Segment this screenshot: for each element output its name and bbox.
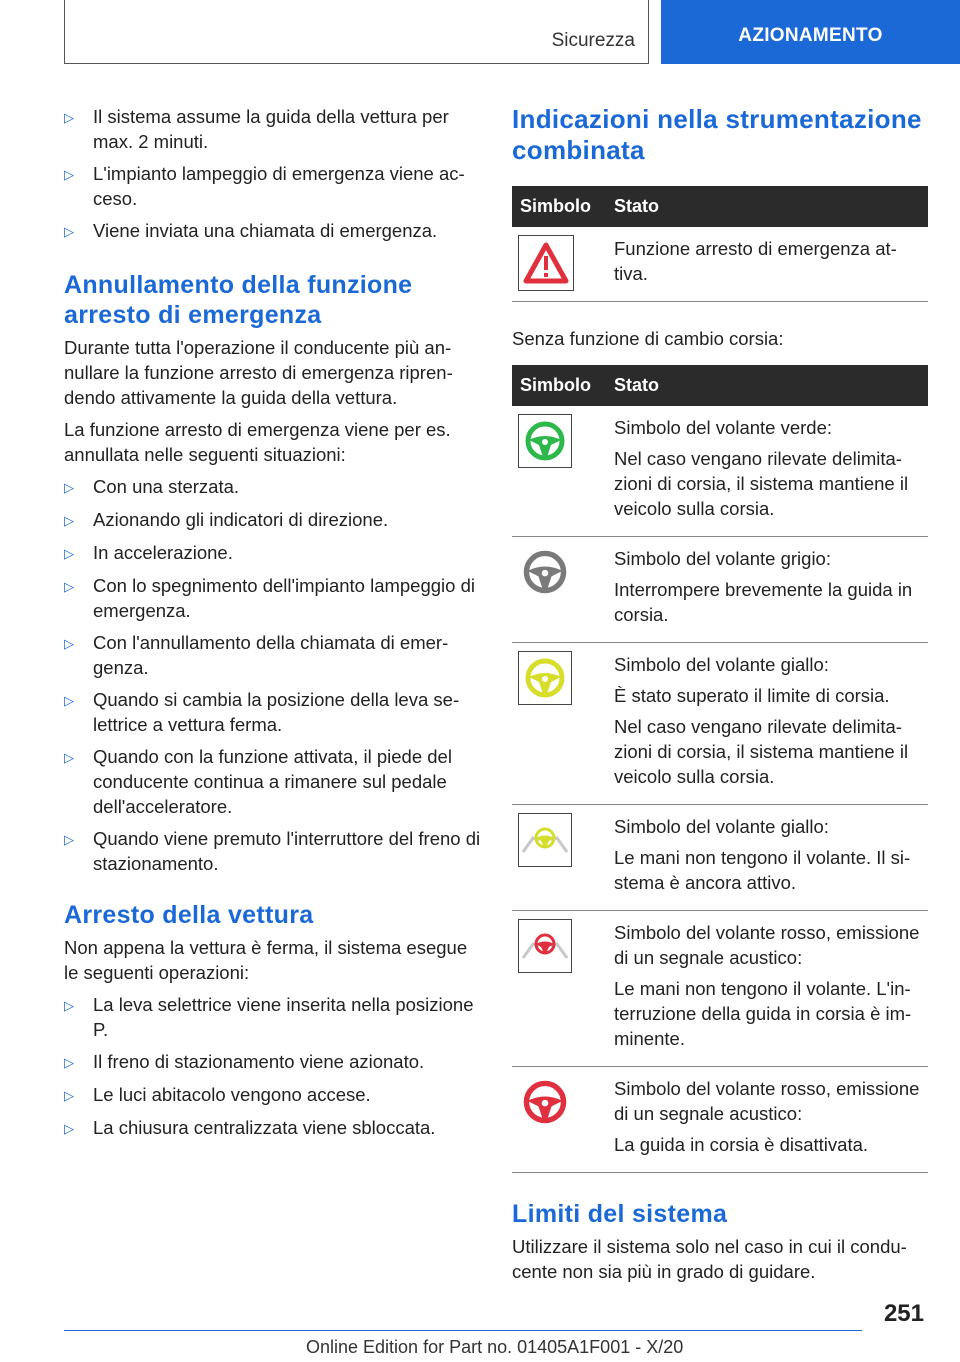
list-item: ▷ Quando viene premuto l'interruttore del freno di stazionamento. <box>64 828 481 874</box>
page-number: 251 <box>883 1300 924 1327</box>
table-row <box>512 1067 928 1173</box>
state-text: Simbolo del volante giallo: <box>614 816 829 837</box>
triangle-bullet-icon: ▷ <box>64 1055 74 1070</box>
triangle-bullet-icon: ▷ <box>64 636 74 651</box>
list-item: ▷ Viene inviata una chiamata di emergenza. <box>64 218 484 244</box>
list-item: ▷ In accelerazione. <box>64 540 484 566</box>
section-heading-cancel: Annullamento della funzione arresto di emergenza <box>64 271 413 329</box>
paragraph: Durante tutta l'operazione il conducente più annullare la funzione arresto di emergenza riprendendo attivamente la guida della vettura. <box>64 337 453 408</box>
list-item: ▷ Con l'annullamento della chiamata di emergenza. <box>64 632 449 678</box>
left-column <box>64 104 484 1148</box>
list-item: ▷ Con lo spegnimento dell'impianto lampeggio di emergenza. <box>64 575 475 621</box>
column-header-symbol: Simbolo <box>512 186 606 227</box>
triangle-bullet-icon: ▷ <box>64 224 74 239</box>
warning-triangle-icon <box>518 235 574 291</box>
paragraph: La funzione arresto di emergenza viene per es. annullata nelle seguenti situazioni: <box>64 419 451 465</box>
triangle-bullet-icon: ▷ <box>64 998 74 1013</box>
state-text: Simbolo del volante grigio: <box>614 548 831 569</box>
column-header-symbol: Simbolo <box>512 365 606 406</box>
state-text: Funzione arresto di emergenza attiva. <box>614 238 897 284</box>
right-column <box>512 104 928 1291</box>
steering-wheel-yellow-icon <box>518 651 572 705</box>
steering-wheel-grey-icon <box>518 545 572 599</box>
triangle-bullet-icon: ▷ <box>64 513 74 528</box>
steering-wheel-red-icon <box>518 1075 572 1129</box>
list-item: ▷ Quando si cambia la posizione della leva selettrice a vettura ferma. <box>64 689 460 735</box>
column-header-state: Stato <box>606 365 928 406</box>
state-text: La guida in corsia è disattivata. <box>614 1134 869 1155</box>
state-text: Nel caso vengano rilevate delimitazioni di corsia, il sistema mantiene il veicolo sulla corsia. <box>614 716 909 787</box>
table-row <box>512 537 928 643</box>
table-row <box>512 643 928 805</box>
steering-wheel-green-icon <box>518 414 572 468</box>
list-item: ▷ Azionando gli indicatori di direzione. <box>64 507 484 533</box>
state-text: Le mani non tengono il volante. L'interruzione della guida in corsia è imminente. <box>614 978 912 1049</box>
symbol-table-emergency <box>512 186 928 302</box>
list-item: ▷ Il freno di stazionamento viene azionato. <box>64 1049 484 1075</box>
section-heading-stop: Arresto della vettura <box>64 901 314 929</box>
triangle-bullet-icon: ▷ <box>64 832 74 847</box>
triangle-bullet-icon: ▷ <box>64 693 74 708</box>
table-row <box>512 805 928 911</box>
state-text: Le mani non tengono il volante. Il sistema è ancora attivo. <box>614 847 911 893</box>
table-row <box>512 911 928 1067</box>
steering-wheel-yellow-hands-icon <box>518 813 572 867</box>
steering-wheel-red-hands-icon <box>518 919 572 973</box>
section-heading-limits: Limiti del sistema <box>512 1200 728 1228</box>
header-section-title: Sicurezza <box>551 30 635 51</box>
list-item: ▷ L'impianto lampeggio di emergenza viene acceso. <box>64 163 465 209</box>
state-text: Simbolo del volante giallo: <box>614 654 829 675</box>
header-chapter-tab[interactable] <box>661 0 960 64</box>
column-header-state: Stato <box>606 186 928 227</box>
list-item: ▷ Con una sterzata. <box>64 474 484 500</box>
list-item: ▷ La chiusura centralizzata viene sbloccata. <box>64 1115 484 1141</box>
state-text: Nel caso vengano rilevate delimitazioni di corsia, il sistema mantiene il veicolo sulla corsia. <box>614 448 909 519</box>
triangle-bullet-icon: ▷ <box>64 167 74 182</box>
triangle-bullet-icon: ▷ <box>64 480 74 495</box>
triangle-bullet-icon: ▷ <box>64 1121 74 1136</box>
paragraph: Non appena la vettura è ferma, il sistema esegue le seguenti operazioni: <box>64 937 468 983</box>
triangle-bullet-icon: ▷ <box>64 750 74 765</box>
triangle-bullet-icon: ▷ <box>64 110 74 125</box>
footer-divider <box>64 1330 862 1331</box>
footer-edition: Online Edition for Part no. 01405A1F001 - X/20 <box>306 1337 684 1357</box>
list-item: ▷ Il sistema assume la guida della vettura per max. 2 minuti. <box>64 106 449 152</box>
state-text: È stato superato il limite di corsia. <box>614 685 890 706</box>
table-row <box>512 406 928 537</box>
bullet-list-top <box>64 104 484 244</box>
triangle-bullet-icon: ▷ <box>64 1088 74 1103</box>
header-chapter-label: AZIONAMENTO <box>738 25 883 46</box>
list-item: ▷ Quando con la funzione attivata, il piede del conducente continua a rimanere sul pedale dell'acceleratore. <box>64 746 452 817</box>
triangle-bullet-icon: ▷ <box>64 546 74 561</box>
state-text: Simbolo del volante verde: <box>614 417 833 438</box>
bullet-list-cancel <box>64 474 484 876</box>
list-item: ▷ La leva selettrice viene inserita nella posizione P. <box>64 994 474 1040</box>
bullet-list-stop <box>64 992 484 1141</box>
paragraph: Senza funzione di cambio corsia: <box>512 328 784 349</box>
triangle-bullet-icon: ▷ <box>64 579 74 594</box>
state-text: Interrompere brevemente la guida in corsia. <box>614 579 913 625</box>
symbol-table-steering <box>512 365 928 1173</box>
state-text: Simbolo del volante rosso, emissione di un segnale acustico: <box>614 922 920 968</box>
paragraph: Utilizzare il sistema solo nel caso in cui il conducente non sia più in grado di guidare. <box>512 1236 907 1282</box>
state-text: Simbolo del volante rosso, emissione di un segnale acustico: <box>614 1078 920 1124</box>
section-heading-indications: Indicazioni nella strumentazione combinata <box>512 104 922 165</box>
table-row <box>512 227 928 302</box>
list-item: ▷ Le luci abitacolo vengono accese. <box>64 1082 484 1108</box>
